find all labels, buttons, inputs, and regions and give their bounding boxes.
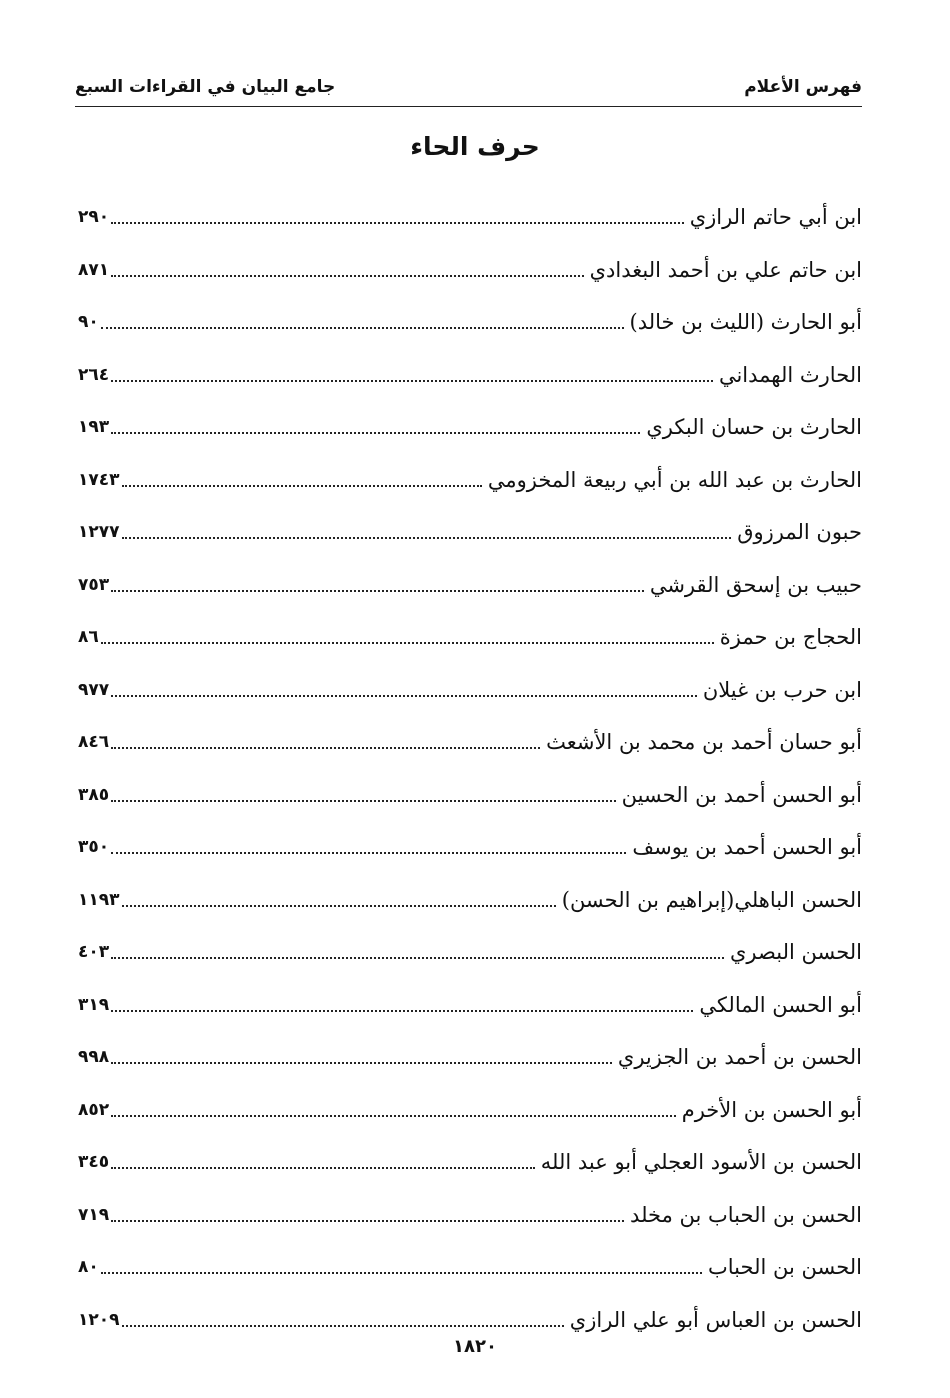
- dot-leader: [122, 537, 732, 539]
- index-entry: [78, 506, 862, 559]
- entry-page-number: ١٩٣: [78, 417, 110, 438]
- entry-name: أبو حسان أحمد بن محمد بن الأشعث: [546, 730, 862, 755]
- entry-page-number: ٧٥٣: [78, 574, 110, 595]
- entry-page-number: ٨٧١: [78, 259, 110, 280]
- page-number: ١٨٢٠: [453, 1336, 497, 1357]
- entry-page-number: ٣١٩: [78, 994, 110, 1015]
- entry-page-number: ٣٨٥: [78, 784, 110, 805]
- index-entry: [78, 821, 862, 874]
- entry-name: الحارث بن حسان البكري: [646, 415, 862, 440]
- index-entry: [78, 664, 862, 717]
- entry-page-number: ٨٠: [78, 1257, 99, 1278]
- running-header: [75, 68, 862, 107]
- entry-page-number: ٨٦: [78, 627, 99, 648]
- dot-leader: [111, 1167, 535, 1169]
- entry-name: ابن أبي حاتم الرازي: [689, 205, 862, 230]
- entry-page-number: ٧١٩: [78, 1204, 110, 1225]
- entry-name: أبو الحسن بن الأخرم: [681, 1097, 862, 1122]
- dot-leader: [111, 957, 724, 959]
- entry-page-number: ١٧٤٣: [78, 469, 120, 490]
- index-entry: [78, 1084, 862, 1137]
- entry-page-number: ١٢٠٩: [78, 1309, 120, 1330]
- dot-leader: [111, 222, 684, 224]
- entry-page-number: ٩٠: [78, 312, 99, 333]
- entry-name: الحسن بن العباس أبو علي الرازي: [569, 1307, 862, 1332]
- entry-name: حبيب بن إسحق القرشي: [649, 572, 862, 597]
- index-entry: [78, 926, 862, 979]
- entry-page-number: ١١٩٣: [78, 889, 120, 910]
- entry-page-number: ٨٥٢: [78, 1099, 110, 1120]
- dot-leader: [111, 852, 626, 854]
- entry-name: أبو الحارث (الليث بن خالد): [629, 310, 862, 335]
- dot-leader: [122, 1325, 564, 1327]
- index-entry: [78, 296, 862, 349]
- dot-leader: [111, 432, 640, 434]
- entry-name: ابن حرب بن غيلان: [702, 677, 862, 702]
- dot-leader: [111, 380, 713, 382]
- entry-page-number: ٣٥٠: [78, 837, 110, 858]
- section-title: حرف الحاء: [410, 132, 540, 161]
- entry-name: الحجاج بن حمزة: [719, 625, 862, 650]
- entry-name: الحارث بن عبد الله بن أبي ربيعة المخزومي: [487, 467, 862, 492]
- dot-leader: [111, 695, 697, 697]
- index-entry: [78, 611, 862, 664]
- dot-leader: [111, 800, 615, 802]
- index-entry: [78, 874, 862, 927]
- entry-page-number: ٤٠٣: [78, 942, 110, 963]
- index-entry: [78, 1136, 862, 1189]
- entry-name: حبون المرزوق: [737, 520, 862, 545]
- entry-name: أبو الحسن أحمد بن الحسين: [621, 782, 862, 807]
- entry-page-number: ٨٤٦: [78, 732, 110, 753]
- dot-leader: [101, 327, 624, 329]
- entry-name: الحسن الباهلي(إبراهيم بن الحسن): [561, 887, 862, 912]
- dot-leader: [111, 747, 540, 749]
- entry-page-number: ٩٧٧: [78, 679, 110, 700]
- index-entry: [78, 349, 862, 402]
- index-entry: [78, 1241, 862, 1294]
- index-entry: [78, 401, 862, 454]
- dot-leader: [111, 590, 644, 592]
- dot-leader: [111, 1062, 612, 1064]
- index-entry: [78, 769, 862, 822]
- entry-name: الحسن بن الأسود العجلي أبو عبد الله: [540, 1150, 862, 1175]
- header-section-title: فهرس الأعلام: [744, 77, 862, 97]
- index-entry: [78, 559, 862, 612]
- index-entries: [78, 191, 862, 1346]
- entry-page-number: ٣٤٥: [78, 1152, 110, 1173]
- dot-leader: [101, 1272, 702, 1274]
- entry-page-number: ٢٦٤: [78, 364, 110, 385]
- entry-name: أبو الحسن أحمد بن يوسف: [632, 835, 862, 860]
- entry-page-number: ١٢٧٧: [78, 522, 120, 543]
- index-entry: [78, 1031, 862, 1084]
- header-book-title: جامع البيان في القراءات السبع: [75, 77, 336, 97]
- index-entry: [78, 716, 862, 769]
- entry-name: الحسن البصري: [730, 940, 862, 965]
- index-entry: [78, 1189, 862, 1242]
- dot-leader: [111, 1010, 693, 1012]
- entry-name: الحسن بن الحباب بن مخلد: [630, 1202, 862, 1227]
- dot-leader: [111, 275, 583, 277]
- entry-page-number: ٩٩٨: [78, 1047, 110, 1068]
- entry-name: ابن حاتم علي بن أحمد البغدادي: [589, 257, 862, 282]
- entry-name: الحارث الهمداني: [718, 362, 862, 387]
- entry-name: الحسن بن أحمد بن الجزيري: [617, 1045, 862, 1070]
- entry-page-number: ٢٩٠: [78, 207, 110, 228]
- dot-leader: [122, 485, 482, 487]
- index-entry: [78, 244, 862, 297]
- entry-name: أبو الحسن المالكي: [699, 992, 862, 1017]
- entry-name: الحسن بن الحباب: [708, 1255, 862, 1280]
- dot-leader: [111, 1220, 624, 1222]
- index-entry: [78, 454, 862, 507]
- dot-leader: [122, 905, 556, 907]
- dot-leader: [101, 642, 714, 644]
- dot-leader: [111, 1115, 676, 1117]
- index-entry: [78, 979, 862, 1032]
- index-entry: [78, 191, 862, 244]
